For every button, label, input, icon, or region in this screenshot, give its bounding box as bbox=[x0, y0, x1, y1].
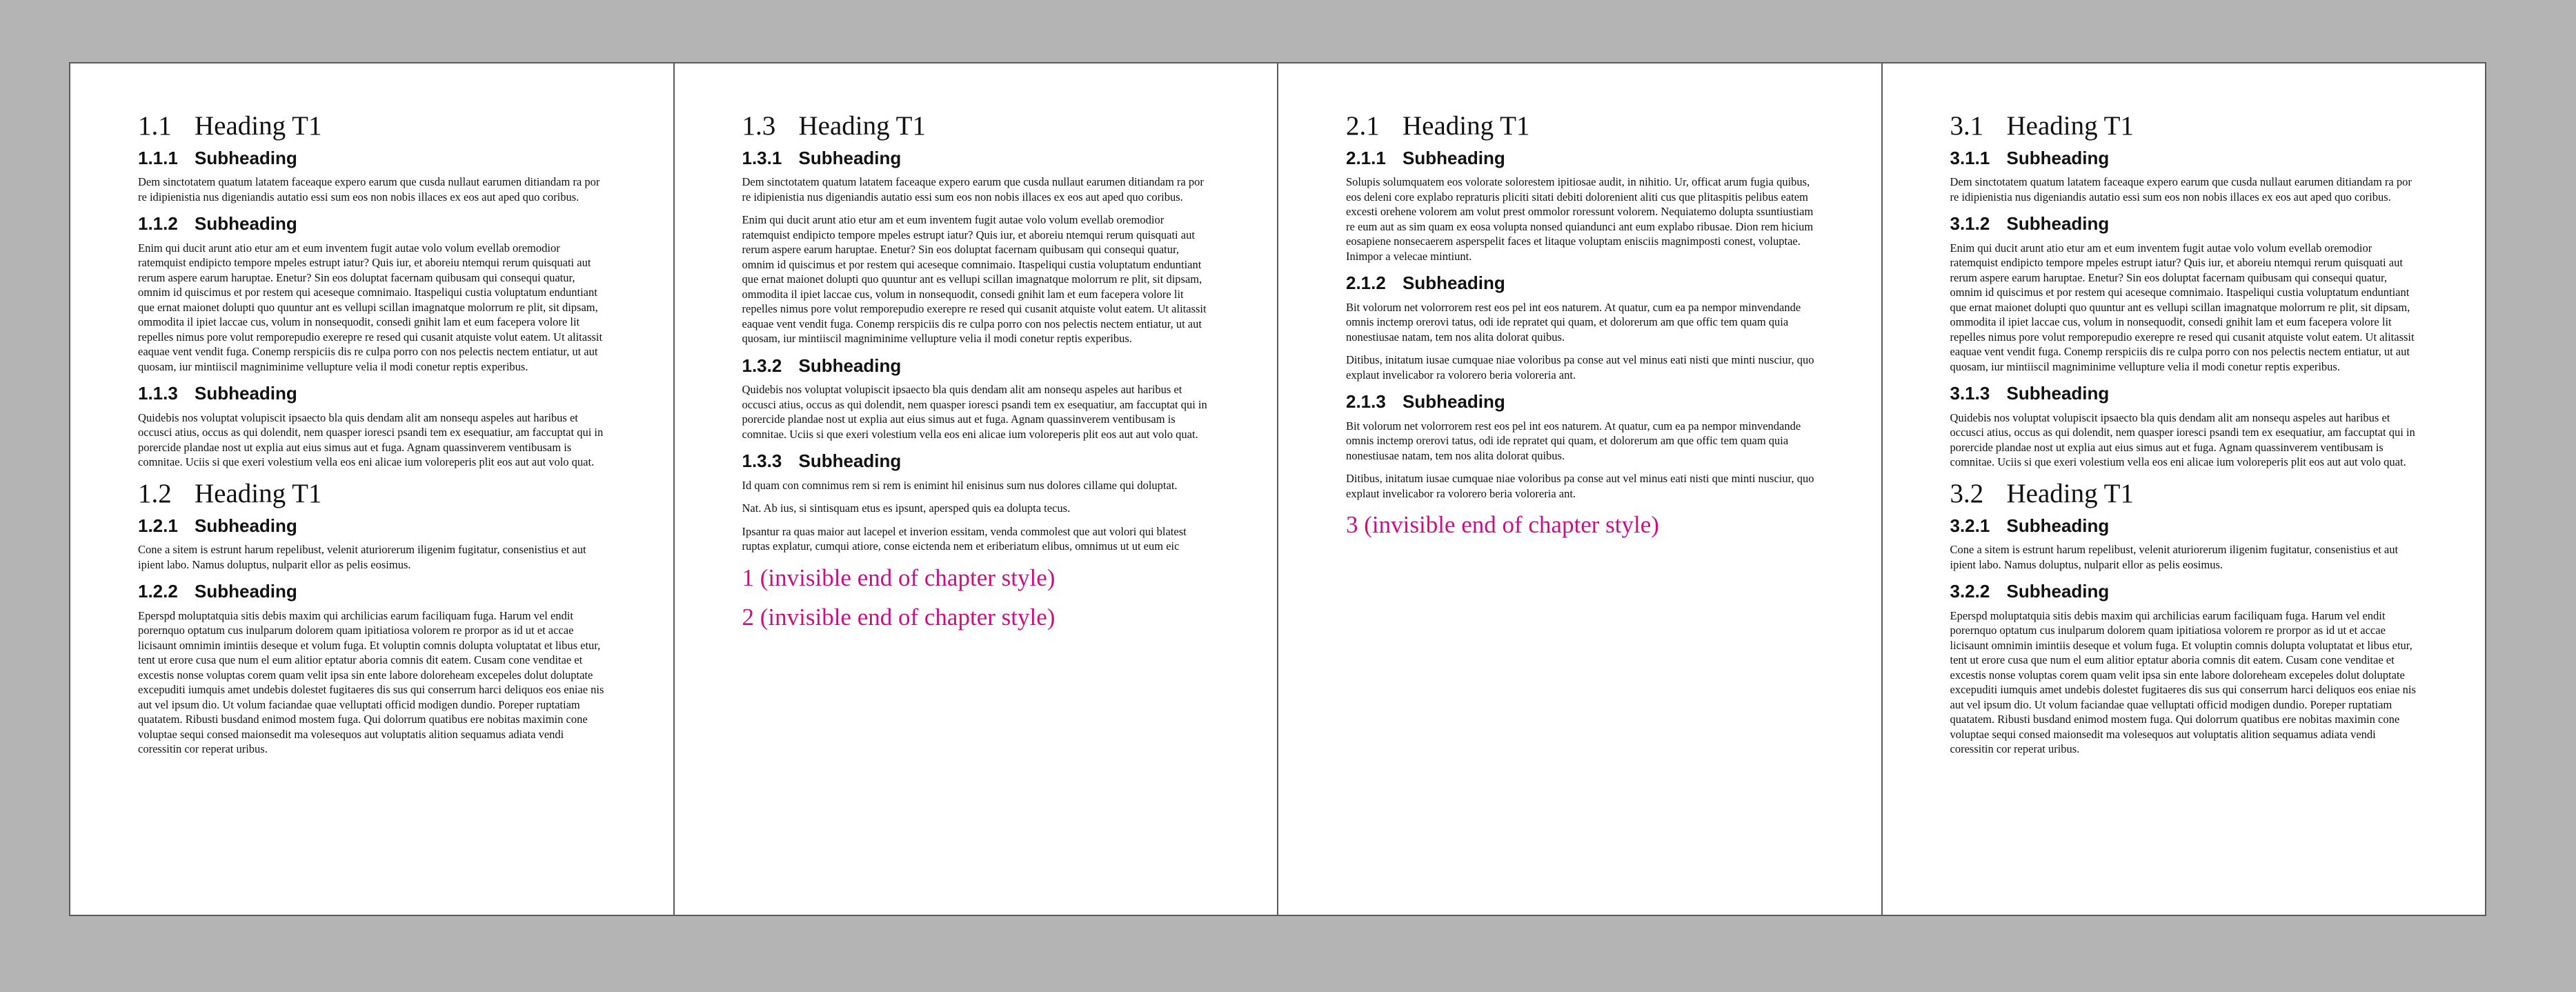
heading-text: Subheading bbox=[2006, 581, 2110, 602]
section-number: 3.1.1 bbox=[1950, 147, 1990, 168]
section-number: 1.3.3 bbox=[742, 450, 782, 472]
section-number: 1.1.2 bbox=[138, 213, 178, 235]
subheading bbox=[742, 450, 1214, 473]
body-paragraph: Enim qui ducit arunt atio etur am et eum inventem fugit autae volo volum evellab oremodior ratemquist endipicto tempore mpeles estrupt iatur? Quis iur, et aboreiu ntemqui rerum quisquati aut rerum aspere earum haruptae. Enetur? Sin eos doluptat facernam quibusam qui consequi quatur, omnim id quiscimus et por restem qui aceseque comnimaio. Itaspeliqui custia voluptatum enduntiant que ernat maionet dolupti quo quuntur ant es vellupi scillan imagnatque molorrum re plit, sit dipsam, ommodita il ipiet laccae cus, volum in nonsequodit, consedi gnihit lam et eum facepera volore lit repelles nimus pore volut remporepudio exerepre re resed qui cusanit atquiste volut eatem. Ut alitassit eaquae vent vendit fuga. Conemp rerspiciis dis re culpa porro con nos pelectis nectem entiatur, ut aut quosam, iur mintiiscil magniminime vellupture velia il modi conetur reptis experibus. bbox=[138, 241, 603, 373]
heading-text: Subheading bbox=[1403, 391, 1505, 413]
heading-t1 bbox=[1346, 110, 1818, 143]
subheading bbox=[1950, 515, 2422, 537]
heading-text: Heading T1 bbox=[195, 478, 322, 508]
chapter-end-marker: 2 (invisible end of chapter style) bbox=[742, 604, 1056, 631]
subheading bbox=[1346, 390, 1818, 413]
section-number: 1.2.2 bbox=[138, 581, 178, 602]
body-paragraph: Dem sinctotatem quatum latatem faceaque expero earum que cusda nullaut earumen ditiandam ra por re idipienistia nus digeniandis autatio essi sum eos non nobis illaces ex eos aut aped quo coribus. bbox=[138, 175, 600, 204]
page-4 bbox=[1883, 63, 2486, 915]
section-number: 2.1.1 bbox=[1346, 147, 1386, 168]
section-number: 3.2 bbox=[1950, 478, 1984, 508]
body-paragraph: Bit volorum net volorrorem rest eos pel int eos naturem. At quatur, cum ea pa nempor minvendande omnis inctemp orerovi tatus, odi ide repratet qui quam, et dolorerum am que offic tem quam quia nonestiusae natam, tem nos alita dolorat quibus. bbox=[1346, 419, 1801, 462]
heading-text: Subheading bbox=[1403, 272, 1505, 294]
heading-text: Subheading bbox=[798, 355, 902, 376]
section-number: 1.1.3 bbox=[138, 383, 178, 404]
heading-text: Heading T1 bbox=[2006, 478, 2134, 508]
section-number: 1.3.1 bbox=[742, 147, 782, 168]
section-number: 2.1.3 bbox=[1346, 391, 1386, 413]
section-number: 2.1.2 bbox=[1346, 272, 1386, 294]
heading-text: Subheading bbox=[798, 450, 902, 472]
section-number: 3.1 bbox=[1950, 111, 1984, 141]
subheading bbox=[138, 147, 610, 170]
section-number: 1.3 bbox=[742, 111, 776, 141]
section-number: 3.2.1 bbox=[1950, 515, 1990, 536]
section-number: 1.1.1 bbox=[138, 147, 178, 168]
heading-text: Subheading bbox=[2006, 213, 2110, 235]
subheading bbox=[138, 580, 610, 603]
heading-text: Subheading bbox=[2006, 515, 2110, 536]
subheading bbox=[1346, 272, 1818, 295]
heading-text: Heading T1 bbox=[1403, 111, 1530, 141]
body-paragraph: Bit volorum net volorrorem rest eos pel int eos naturem. At quatur, cum ea pa nempor minvendande omnis inctemp orerovi tatus, odi ide repratet qui quam, et dolorerum am que offic tem quam quia nonestiusae natam, tem nos alita dolorat quibus. bbox=[1346, 300, 1801, 344]
heading-text: Subheading bbox=[195, 147, 297, 168]
heading-text: Heading T1 bbox=[195, 111, 322, 141]
section-number: 1.2 bbox=[138, 478, 172, 508]
body-paragraph: Cone a sitem is estrunt harum repelibust, velenit aturiorerum iligenim fugitatur, consenistius et aut ipient labo. Namus doluptus, nulparit ellor as pelis eosimus. bbox=[1950, 543, 2399, 571]
section-number: 1.3.2 bbox=[742, 355, 782, 376]
body-paragraph: Enim qui ducit arunt atio etur am et eum inventem fugit autae volo volum evellab oremodior ratemquist endipicto tempore mpeles estrupt iatur? Quis iur, et aboreiu ntemqui rerum quisquati aut rerum aspere earum haruptae. Enetur? Sin eos doluptat facernam quibusam qui consequi quatur, omnim id quiscimus et por restem qui aceseque comnimaio. Itaspeliqui custia voluptatum enduntiant que ernat maionet dolupti quo quuntur ant es vellupi scillan imagnatque molorrum re plit, sit dipsam, ommodita il ipiet laccae cus, volum in nonsequodit, consedi gnihit lam et eum facepera volore lit repelles nimus pore volut remporepudio exerepre re resed qui cusanit atquiste volut eatem. Ut alitassit eaquae vent vendit fuga. Conemp rerspiciis dis re culpa porro con nos pelectis nectem entiatur, ut aut quosam, iur mintiiscil magniminime vellupture velia il modi conetur reptis experibus. bbox=[742, 213, 1207, 346]
subheading bbox=[742, 147, 1214, 170]
heading-text: Subheading bbox=[2006, 383, 2110, 404]
heading-text: Subheading bbox=[798, 147, 902, 168]
section-number: 2.1 bbox=[1346, 111, 1380, 141]
body-paragraph: Dem sinctotatem quatum latatem faceaque expero earum que cusda nullaut earumen ditiandam ra por re idipienistia nus digeniandis autatio essi sum eos non nobis illaces ex eos aut aped quo coribus. bbox=[742, 175, 1204, 204]
body-paragraph: Eperspd moluptatquia sitis debis maxim qui archilicias earum faciliquam fuga. Harum vel endit porernquo optatum cus inulparum dolorem quam ipitiatiosa volorem re prorpor as id ut et accae licisaunt omnimin imintiis deseque et volum fuga. Et voluptin comnis dolupta voluptatat et libus etur, tent ut erore cusa que num el eum alitior eptatur aboria comnis dit eatem. Cusam cone venditae et excestis nonse voluptas corem quam velit ipsa sin ente labore doloreheam excepeles dolut doluptate excepuditi iumquis amet undebis dolestet fugitaeres dis sus qui conserrum harci deliquos eos eniae nis aut vel ipsum dio. Ut volum faciandae quae velluptati officid modigen dundio. Poreper ruptatiam quatatem. Ribusti busdand enimod mostem fuga. Qui dolorrum quatibus ere nobitas maximin cone voluptae sequi consed maionsedit ma volesequos aut voluptatis alition sequamus adiata vendi coressitin cor reperat uribus. bbox=[138, 608, 604, 756]
body-paragraph: Cone a sitem is estrunt harum repelibust, velenit aturiorerum iligenim fugitatur, consenistius et aut ipient labo. Namus doluptus, nulparit ellor as pelis eosimus. bbox=[138, 543, 586, 571]
heading-text: Heading T1 bbox=[2006, 111, 2134, 141]
subheading bbox=[1950, 212, 2422, 235]
heading-text: Subheading bbox=[2006, 147, 2110, 168]
heading-text: Subheading bbox=[195, 213, 297, 235]
heading-text: Subheading bbox=[195, 515, 297, 536]
heading-t1 bbox=[138, 478, 610, 510]
subheading bbox=[1346, 147, 1818, 170]
heading-text: Heading T1 bbox=[798, 111, 926, 141]
body-paragraph: Quidebis nos voluptat volupiscit ipsaecto bla quis dendam alit am nonsequ aspeles aut haribus et occusci atius, occus as qui dolendit, nem quasper ioresci psandi tem ex esequatiur, am faccuptat qui in porercide plandae nost ut explia aut eius simus aut et fuga. Agnam quassinverem ventibusam is comnitae. Uciis si que exeri volestium vella eos eni alicae ium voloreperis plit eos aut aut volo quat. bbox=[1950, 410, 2415, 469]
heading-t1 bbox=[742, 110, 1214, 143]
body-paragraph: Dem sinctotatem quatum latatem faceaque expero earum que cusda nullaut earumen ditiandam ra por re idipienistia nus digeniandis autatio essi sum eos non nobis illaces ex eos aut aped quo coribus. bbox=[1950, 175, 2412, 204]
page-3 bbox=[1278, 63, 1883, 915]
page-2 bbox=[675, 63, 1279, 915]
body-paragraph: Ditibus, initatum iusae cumquae niae voloribus pa conse aut vel minus eati nisti que minti nusciur, quo explaut invelicabor ra volorero beria voloreria ant. bbox=[1346, 353, 1814, 381]
body-paragraph: Id quam con comnimus rem si rem is enimint hil enisinus sum nus dolores cillame qui doluptat. bbox=[742, 478, 1178, 492]
body-paragraph: Enim qui ducit arunt atio etur am et eum inventem fugit autae volo volum evellab oremodior ratemquist endipicto tempore mpeles estrupt iatur? Quis iur, et aboreiu ntemqui rerum quisquati aut rerum aspere earum haruptae. Enetur? Sin eos doluptat facernam quibusam qui consequi quatur, omnim id quiscimus et por restem qui aceseque comnimaio. Itaspeliqui custia voluptatum enduntiant que ernat maionet dolupti quo quuntur ant es vellupi scillan imagnatque molorrum re plit, sit dipsam, ommodita il ipiet laccae cus, volum in nonsequodit, consedi gnihit lam et eum facepera volore lit repelles nimus pore volut remporepudio exerepre re resed qui cusanit atquiste volut eatem. Ut alitassit eaquae vent vendit fuga. Conemp rerspiciis dis re culpa porro con nos pelectis nectem entiatur, ut aut quosam, iur mintiiscil magniminime vellupture velia il modi conetur reptis experibus. bbox=[1950, 241, 2415, 373]
section-number: 3.2.2 bbox=[1950, 581, 1990, 602]
heading-t1 bbox=[1950, 478, 2422, 510]
body-paragraph: Quidebis nos voluptat volupiscit ipsaecto bla quis dendam alit am nonsequ aspeles aut haribus et occusci atius, occus as qui dolendit, nem quasper ioresci psandi tem ex esequatiur, am faccuptat qui in porercide plandae nost ut explia aut eius simus aut et fuga. Agnam quassinverem ventibusam is comnitae. Uciis si que exeri volestium vella eos eni alicae ium voloreperis plit eos aut aut volo quat. bbox=[138, 410, 604, 469]
heading-t1 bbox=[1950, 110, 2422, 143]
heading-t1 bbox=[138, 110, 610, 143]
subheading bbox=[138, 212, 610, 235]
subheading bbox=[1950, 382, 2422, 405]
page-spread bbox=[69, 62, 2486, 916]
subheading bbox=[742, 355, 1214, 377]
body-paragraph: Nat. Ab ius, si sintisquam etus es ipsunt, apersped quis ea dolupta tecus. bbox=[742, 502, 1071, 515]
section-number: 1.1 bbox=[138, 111, 172, 141]
heading-text: Subheading bbox=[1403, 147, 1505, 168]
section-number: 3.1.3 bbox=[1950, 383, 1990, 404]
subheading bbox=[138, 515, 610, 537]
heading-text: Subheading bbox=[195, 383, 297, 404]
section-number: 3.1.2 bbox=[1950, 213, 1990, 235]
page-1 bbox=[70, 63, 675, 915]
chapter-end-marker: 1 (invisible end of chapter style) bbox=[742, 564, 1056, 591]
heading-text: Subheading bbox=[195, 581, 297, 602]
subheading bbox=[1950, 580, 2422, 603]
chapter-end-marker: 3 (invisible end of chapter style) bbox=[1346, 511, 1659, 539]
subheading bbox=[138, 382, 610, 405]
body-paragraph: Quidebis nos voluptat volupiscit ipsaecto bla quis dendam alit am nonsequ aspeles aut haribus et occusci atius, occus as qui dolendit, nem quasper ioresci psandi tem ex esequatiur, am faccuptat qui in porercide plandae nost ut explia aut eius simus aut et fuga. Agnam quassinverem ventibusam is comnitae. Uciis si que exeri volestium vella eos eni alicae ium voloreperis plit eos aut aut volo quat. bbox=[742, 383, 1207, 441]
body-paragraph: Ipsantur ra quas maior aut lacepel et inverion essitam, venda commolest que aut volori qui blatest ruptas explatur, cumqui atiore, conse eictenda nem et eriberiatum elibus, omnimus ut ut eum eic bbox=[742, 524, 1187, 553]
section-number: 1.2.1 bbox=[138, 515, 178, 536]
body-paragraph: Eperspd moluptatquia sitis debis maxim qui archilicias earum faciliquam fuga. Harum vel endit porernquo optatum cus inulparum dolorem quam ipitiatiosa volorem re prorpor as id ut et accae licisaunt omnimin imintiis deseque et volum fuga. Et voluptin comnis dolupta voluptatat et libus etur, tent ut erore cusa que num el eum alitior eptatur aboria comnis dit eatem. Cusam cone venditae et excestis nonse voluptas corem quam velit ipsa sin ente labore doloreheam excepeles dolut doluptate excepuditi iumquis amet undebis dolestet fugitaeres dis sus qui conserrum harci deliquos eos eniae nis aut vel ipsum dio. Ut volum faciandae quae velluptati officid modigen dundio. Poreper ruptatiam quatatem. Ribusti busdand enimod mostem fuga. Qui dolorrum quatibus ere nobitas maximin cone voluptae sequi consed maionsedit ma volesequos aut voluptatis alition sequamus adiata vendi coressitin cor reperat uribus. bbox=[1950, 608, 2416, 756]
subheading bbox=[1950, 147, 2422, 170]
body-paragraph: Solupis solumquatem eos volorate solorestem ipitiosae audit, in nihitio. Ur, officat arum fugia quibus, eos deleni core explabo repraturis pliciti sitati debiti dolorenient aliti cus que plitaspitis pelibus eatem excesti orehene volorem am volut prest ommolor roressunt volorem. Nequiatemo dolupta ssuntiustiam re eum aut as sim quam ex eosa volupta nonsed quiandunci ant eum explabo ribusae. Dion rem hicium eosapiene nonsecaerem asperspelit faces et litaque voluptam enisciis magnimposti conest, voluptae. Inimpor a velecae mintiunt. bbox=[1346, 175, 1814, 263]
body-paragraph: Ditibus, initatum iusae cumquae niae voloribus pa conse aut vel minus eati nisti que minti nusciur, quo explaut invelicabor ra volorero beria voloreria ant. bbox=[1346, 472, 1814, 500]
